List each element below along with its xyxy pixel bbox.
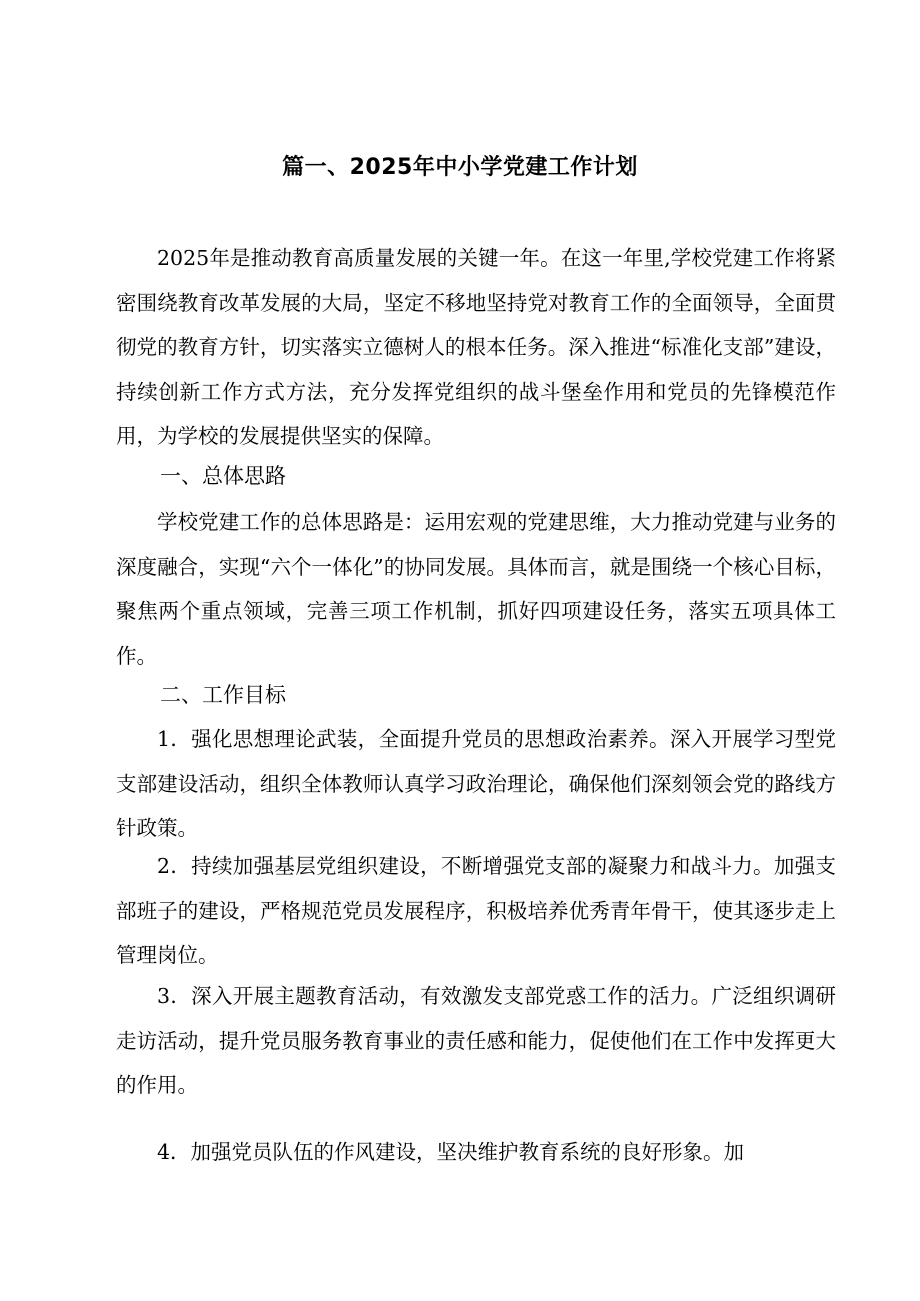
- goal-item: 2．持续加强基层党组织建设，不断增强党支部的凝聚力和战斗力。加强支部班子的建设，严格规范党员发展程序，积极培养优秀青年骨干，使其逐步走上管理岗位。: [116, 854, 836, 967]
- document-title: 篇一、2025年中小学党建工作计划: [282, 155, 638, 180]
- goal-item: 3．深入开展主题教育活动，有效激发支部党惑工作的活力。广泛组织调研走访活动，提升党员服务教育事业的责任感和能力，促使他们在工作中发挥更大的作用。: [116, 984, 836, 1097]
- section-heading-work-goals: 二、工作目标: [160, 683, 286, 707]
- goal-item: 1．强化思想理论武装，全面提升党员的思想政治素养。深入开展学习型党支部建设活动，组织全体教师认真学习政治理论，确保他们深刻领会党的路线方针政策。: [116, 727, 836, 840]
- goal-item: 4．加强党员队伍的作风建设，坚决维护教育系统的良好形象。加: [157, 1140, 745, 1164]
- overall-approach-paragraph: 学校党建工作的总体思路是：运用宏观的党建思维，大力推动党建与业务的深度融合，实现“六个一体化”的协同发展。具体而言，就是围绕一个核心目标，聚焦两个重点领域，完善三项工作机制，抓好四项建设任务，落实五项具体工作。: [116, 510, 836, 668]
- section-heading-overall-approach: 一、总体思路: [160, 464, 286, 488]
- intro-paragraph: 2025年是推动教育高质量发展的关键一年。在这一年里,学校党建工作将紧密围绕教育改革发展的大局，坚定不移地坚持党对教育工作的全面领导，全面贯彻党的教育方针，切实落实立德树人的根本任务。深入推进“标准化支部”建设，持续创新工作方式方法，充分发挥党组织的战斗堡垒作用和党员的先锋模范作用，为学校的发展提供坚实的保障。: [116, 246, 836, 448]
